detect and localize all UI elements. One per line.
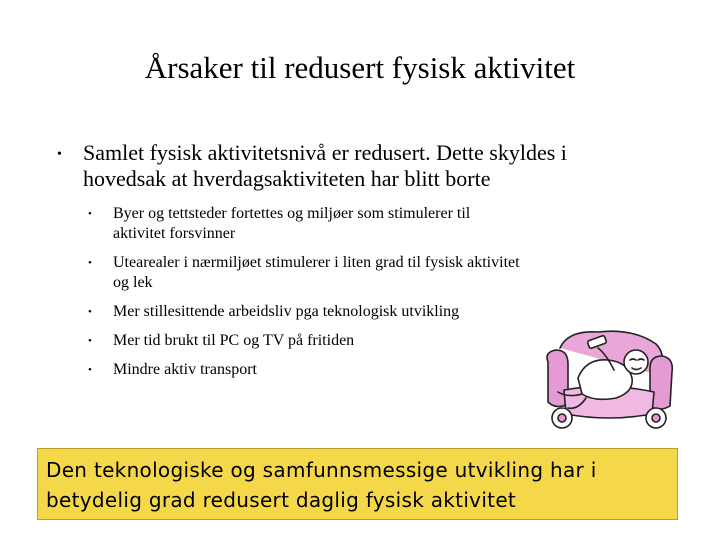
bullet-dot: • [88,364,92,376]
conclusion-banner [37,448,678,520]
main-bullet-line-2: hovedsak at hverdagsaktiviteten har blitt borte [83,166,491,191]
bullet-dot: • [88,208,92,220]
sub-bullet-line-1: Mer stillesittende arbeidsliv pga teknologisk utvikling [113,303,460,320]
bullet-dot: • [88,335,92,347]
couch-potato-icon [538,318,680,442]
sub-bullet-line-2: aktivitet forsvinner [113,225,236,242]
slide-title: Årsaker til redusert fysisk aktivitet [144,50,576,85]
sub-bullet-line-1: Mindre aktiv transport [113,361,257,378]
sub-bullet [88,253,633,293]
banner-line-1: Den teknologiske og samfunnsmessige utvikling har i [46,458,597,482]
sub-bullet-line-2: og lek [113,274,153,291]
sub-bullet [88,204,633,244]
banner-line-2: betydelig grad redusert daglig fysisk aktivitet [46,488,517,512]
bullet-dot: • [88,257,92,269]
main-bullet [57,140,643,192]
main-bullet-line-1: Samlet fysisk aktivitetsnivå er redusert. Dette skyldes i [83,140,567,165]
bullet-dot: • [57,147,62,162]
sub-bullet-line-1: Mer tid brukt til PC og TV på fritiden [113,332,355,349]
bullet-dot: • [88,306,92,318]
sub-bullet-line-1: Utearealer i nærmiljøet stimulerer i liten grad til fysisk aktivitet [113,254,520,271]
sub-bullet-line-1: Byer og tettsteder fortettes og miljøer som stimulerer til [113,205,471,222]
